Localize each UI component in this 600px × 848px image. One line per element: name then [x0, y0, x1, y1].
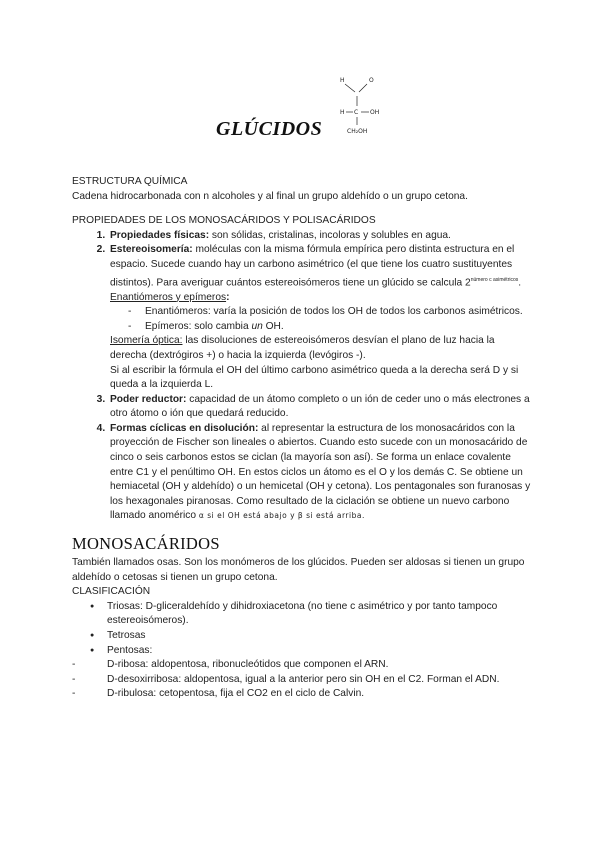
list-item: - Epímeros: solo cambia un OH. [128, 320, 532, 335]
structure-diagram [335, 72, 395, 136]
bond-line [345, 84, 355, 92]
glyceraldehyde-structure [335, 72, 395, 136]
clasificacion-heading: CLASIFICACIÓN [72, 586, 151, 598]
list-item [108, 422, 532, 524]
isomeria-term: Isomería óptica: [110, 335, 183, 347]
section-heading-estructura: ESTRUCTURA QUÍMICA [72, 176, 188, 187]
list-item: - Enantiómeros: varía la posición de todos los OH de todos los carbonos asimétricos. [128, 305, 532, 320]
superscript: número c asimétricos [470, 276, 519, 283]
list-item: - D-desoxirribosa: aldopentosa, igual a la anterior pero sin OH en el C2. Forman el ADN. [72, 673, 532, 688]
section-heading-monosacaridos: MONOSACÁRIDOS [72, 534, 220, 554]
o-top-label: O [369, 77, 374, 84]
item-term: Propiedades físicas: [110, 229, 210, 241]
item-text: moléculas con la misma fórmula empírica pero distinta estructura en el espacio. Sucede cuando hay un carbono asimétrico (el que tiene los cuatro sustituyentes distintos). Para averiguar cuántos estereoisómeros tiene un glúcido se calcula 2 [110, 244, 515, 288]
section-heading-propiedades: PROPIEDADES DE LOS MONOSACÁRIDOS Y POLISACÁRIDOS [72, 215, 376, 227]
item-term: Poder reductor: [110, 393, 187, 405]
oh-label: OH [370, 109, 380, 116]
item-text: son sólidas, cristalinas, incoloras y solubles en agua. [209, 229, 451, 241]
classification-bullets [72, 600, 532, 658]
properties-list [72, 229, 532, 524]
bond-line [359, 84, 367, 92]
list-item [108, 229, 532, 244]
list-item [108, 393, 532, 422]
page-title: GLÚCIDOS [216, 118, 323, 140]
c-mid-label: C [354, 109, 359, 116]
list-item [108, 243, 532, 392]
enantiomer-list [110, 305, 532, 334]
item-text: al representar la estructura de los monosacáridos con la proyección de Fischer son lineales o abiertos. Cuando esto sucede con un monosacárido de cinco o seis carbonos estos se ciclan (la mayoría son así). Se forma un enlace covalente entre C1 y el penúltimo OH. En estos ciclos un átomo es el O y los demás C. Se obtiene un hemiacetal (OH y aldehído) o un hemicetal (OH y cetona). Los pentagonales son furanosas y los hexagonales piranosas. Como resultado de la ciclación se obtiene un nuevo carbono llamado anomérico [110, 422, 531, 522]
h-top-label: H [340, 77, 345, 84]
monosacaridos-intro: También llamados osas. Son los monómeros de los glúcidos. Pueden ser aldosas si tienen un grupo aldehído o cetosas si tienen un grupo cetona. [72, 557, 525, 583]
subheading-enantiomeros: Enantiómeros y epímeros: [110, 291, 230, 303]
item-term: Estereoisomería: [110, 244, 193, 256]
item-text-end: . [518, 276, 522, 288]
italic-word: un [251, 320, 263, 332]
estructura-text: Cadena hidrocarbonada con n alcoholes y al final un grupo aldehído o un grupo cetona. [72, 190, 468, 202]
pentose-list [72, 658, 532, 702]
list-item: ● Pentosas: [90, 644, 532, 659]
fischer-paragraph: Si al escribir la fórmula el OH del último carbono asimétrico queda a la derecha será D y si queda a la izquierda L. [110, 364, 519, 391]
item-text: capacidad de un átomo completo o un ión de ceder uno o más electrones a otro átomo o ión que quedará reducido. [110, 393, 530, 420]
spacer [72, 204, 532, 214]
document-body [72, 175, 532, 702]
h-mid-label: H [340, 109, 345, 116]
list-item: - D-ribulosa: cetopentosa, fija el CO2 en el ciclo de Calvin. [72, 687, 532, 702]
list-item: ● Tetrosas [90, 629, 532, 644]
list-item: ● Triosas: D-gliceraldehído y dihidroxiacetona (no tiene c asimétrico y por tanto tampoco estereoisómeros). [90, 600, 532, 629]
isomeria-paragraph: Isomería óptica: las disoluciones de estereoisómeros desvían el plano de luz hacia la derecha (dextrógiros +) o hacia la izquierda (levógiros -). [110, 335, 495, 361]
anomer-note: α si el OH está abajo y β si está arriba. [198, 511, 365, 521]
item-term: Formas cíclicas en disolución: [110, 422, 259, 434]
list-item: - D-ribosa: aldopentosa, ribonucleótidos que componen el ARN. [72, 658, 532, 673]
ch2oh-label: CH₂OH [347, 128, 368, 135]
